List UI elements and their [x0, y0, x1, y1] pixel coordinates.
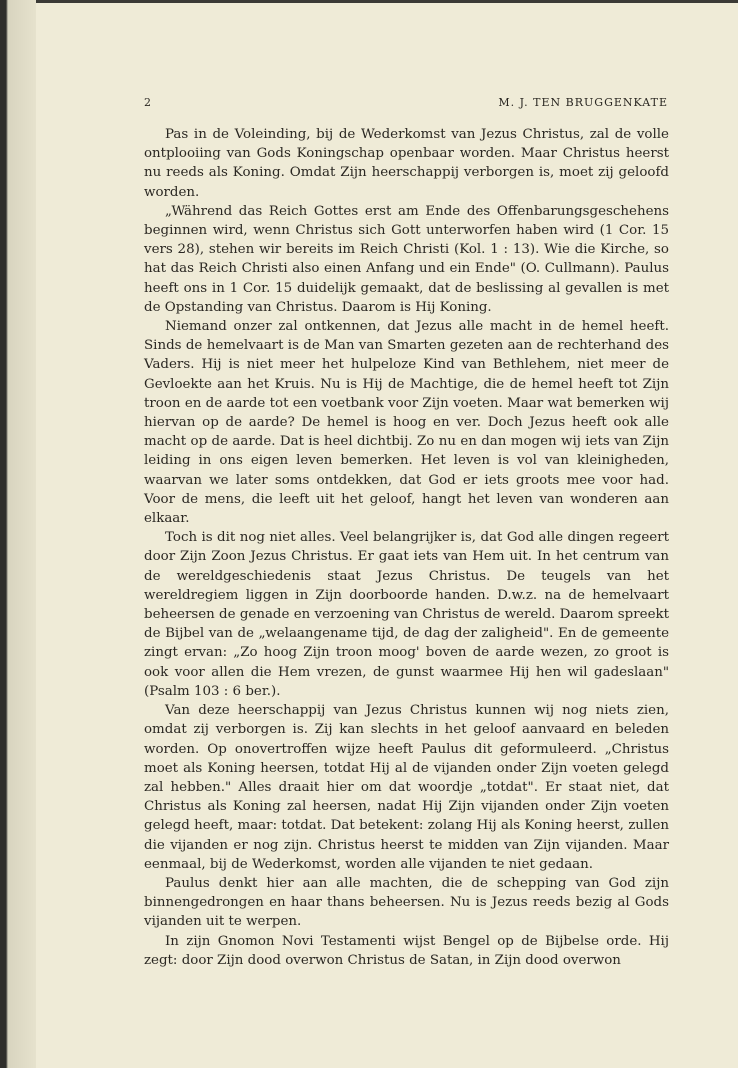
paragraph-6: Paulus denkt hier aan alle machten, die de schepping van God zijn binnengedrongen en haar thans beheersen. Nu is Jezus reeds bezig al Gods vijanden uit te werpen.	[144, 875, 669, 930]
paragraph-2: „Während das Reich Gottes erst am Ende des Offenbarungsgeschehens beginnen wird, wenn Christus sich Gott unterworfen haben wird (1 Cor. 15 vers 28), stehen wir bereits im Reich Christi (Kol. 1 : 13). Wie die Kirche, so hat das Reich Christi also einen Anfang und ein Ende" (O. Cullmann). Paulus heeft ons in 1 Cor. 15 duidelijk gemaakt, dat de beslissing al gevallen is met de Opstanding van Christus. Daarom is Hij Koning.	[144, 203, 669, 315]
running-header	[144, 96, 668, 112]
paragraph-1: Pas in de Voleinding, bij de Wederkomst van Jezus Christus, zal de volle ontplooiing van Gods Koningschap openbaar worden. Maar Christus heerst nu reeds als Koning. Omdat Zijn heerschappij verborgen is, moet zij geloofd worden.	[144, 127, 669, 200]
body-text	[144, 125, 669, 970]
paragraph-7: In zijn Gnomon Novi Testamenti wijst Bengel op de Bijbelse orde. Hij zegt: door Zijn dood overwon Christus de Satan, in Zijn dood overwon	[144, 933, 669, 968]
running-head-author: M. J. TEN BRUGGENKATE	[498, 96, 668, 109]
paragraph-5: Van deze heerschappij van Jezus Christus kunnen wij nog niets zien, omdat zij verborgen is. Zij kan slechts in het geloof aanvaard en beleden worden. Op onovertroffen wijze heeft Paulus dit geformuleerd. „Christus moet als Koning heersen, totdat Hij al de vijanden onder Zijn voeten gelegd zal hebben." Alles draait hier om dat woordje „totdat". Er staat niet, dat Christus als Koning zal heersen, nadat Hij Zijn vijanden onder Zijn voeten gelegd heeft, maar: totdat. Dat betekent: zolang Hij als Koning heerst, zullen die vijanden er nog zijn. Christus heerst te midden van Zijn vijanden. Maar eenmaal, bij de Wederkomst, worden alle vijanden te niet gedaan.	[144, 703, 669, 872]
paragraph-3: Niemand onzer zal ontkennen, dat Jezus alle macht in de hemel heeft. Sinds de hemelvaart is de Man van Smarten gezeten aan de rechterhand des Vaders. Hij is niet meer het hulpeloze Kind van Bethlehem, niet meer de Gevloekte aan het Kruis. Nu is Hij de Machtige, die de hemel heeft tot Zijn troon en de aarde tot een voetbank voor Zijn voeten. Maar wat bemerken wij hiervan op de aarde? De hemel is hoog en ver. Doch Jezus heeft ook alle macht op de aarde. Dat is heel dichtbij. Zo nu en dan mogen wij iets van Zijn leiding in ons eigen leven bemerken. Het leven is vol van kleinigheden, waarvan we later soms ontdekken, dat God er iets groots mee voor had. Voor de mens, die leeft uit het geloof, hangt het leven van wonderen aan elkaar.	[144, 319, 669, 527]
paragraph-4: Toch is dit nog niet alles. Veel belangrijker is, dat God alle dingen regeert door Zijn Zoon Jezus Christus. Er gaat iets van Hem uit. In het centrum van de wereldgeschiedenis staat Jezus Christus. De teugels van het wereldregiem liggen in Zijn doorboorde handen. D.w.z. na de hemelvaart beheersen de genade en verzoening van Christus de wereld. Daarom spreekt de Bijbel van de „welaangename tijd, de dag der zaligheid". En de gemeente zingt ervan: „Zo hoog Zijn troon moog' boven de aarde wezen, zo groot is ook voor allen die Hem vrezen, de gunst waarmee Hij hen wil gadeslaan" (Psalm 103 : 6 ber.).	[144, 530, 669, 699]
page-number: 2	[144, 96, 152, 109]
scan-border-left	[0, 0, 36, 1068]
